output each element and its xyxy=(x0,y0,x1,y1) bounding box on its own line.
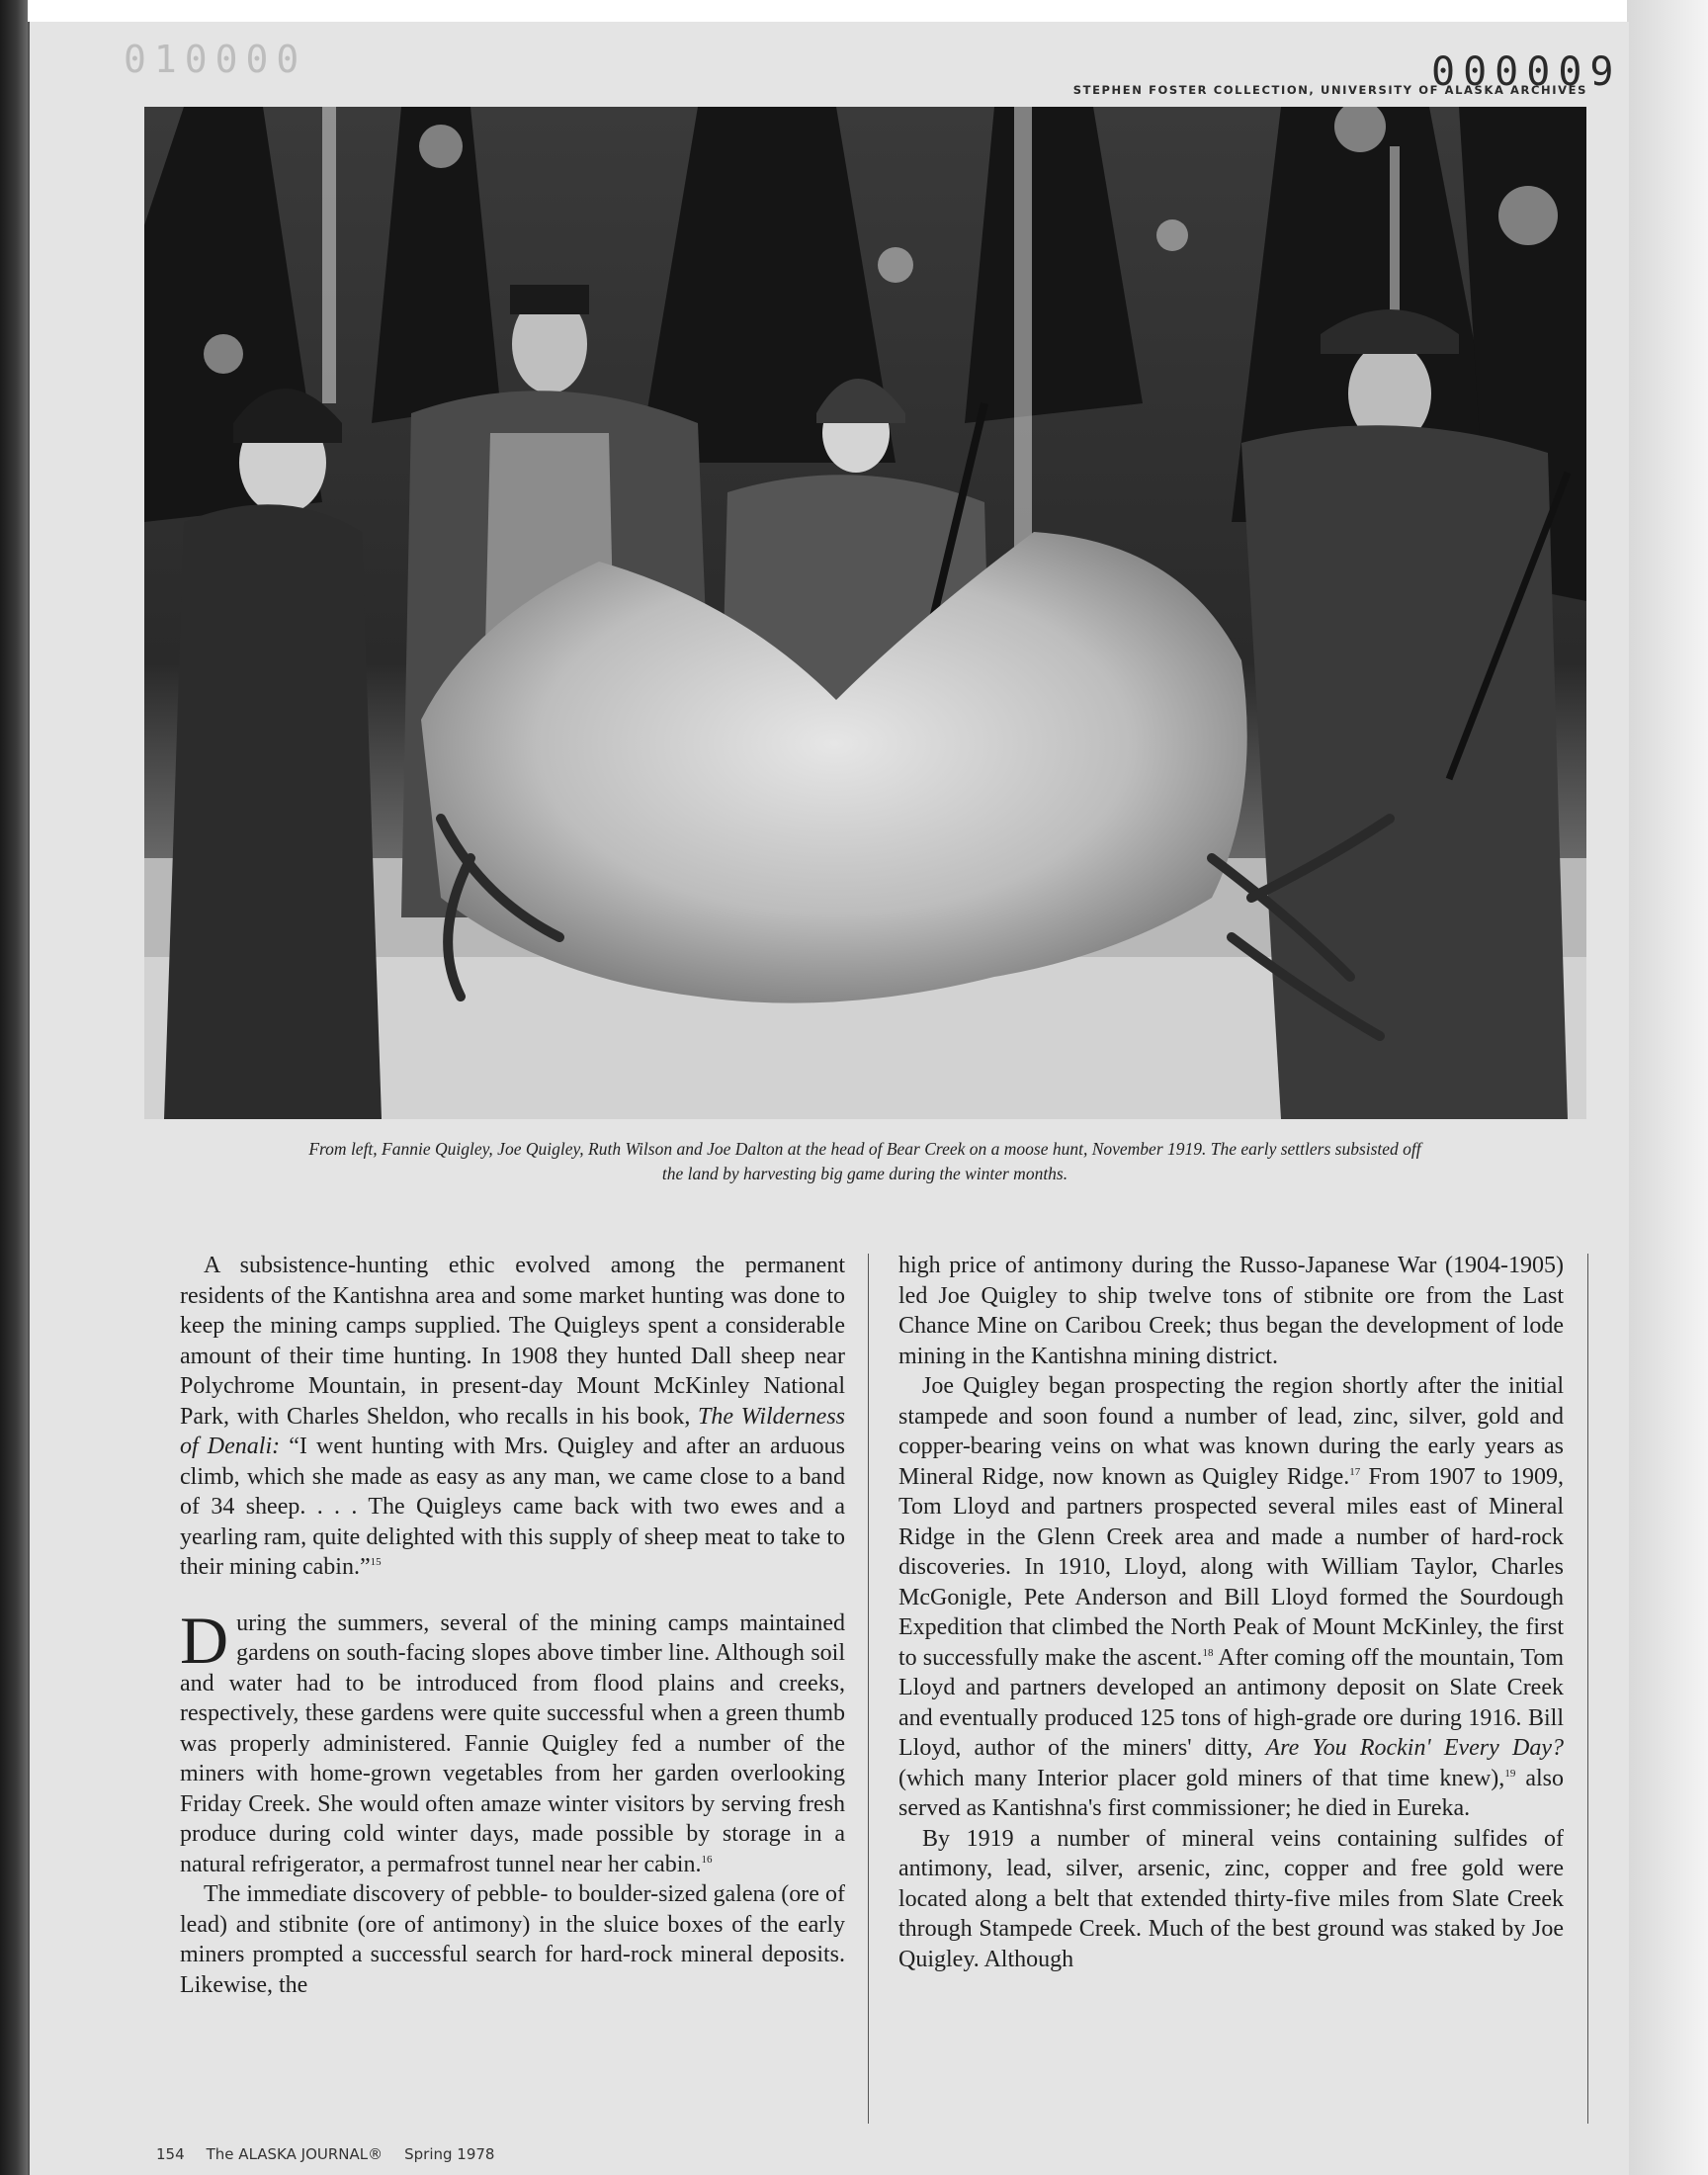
footnote-ref: 16 xyxy=(701,1853,713,1866)
paragraph: high price of antimony during the Russo-Japanese War (1904-1905) led Joe Quigley to ship twelve tons of stibnite ore from the Last Chance Mine on Caribou Creek; thus began the development of lode mining in the Kantishna mining district. xyxy=(898,1253,1564,1369)
photo-credit: STEPHEN FOSTER COLLECTION, UNIVERSITY OF ALASKA ARCHIVES xyxy=(1072,83,1587,97)
archive-stamp-left: 010000 xyxy=(124,38,307,81)
page-footer xyxy=(156,2145,516,2163)
footnote-ref: 17 xyxy=(1349,1465,1361,1478)
paragraph: By 1919 a number of mineral veins containing sulfides of antimony, lead, silver, arsenic, zinc, copper and free gold were located along a belt that extended thirty-five miles from Slate Creek through Stampede Creek. Much of the best ground was staked by Joe Quigley. Although xyxy=(898,1825,1564,1972)
article-column-left xyxy=(180,1251,845,2000)
article-column-right xyxy=(898,1251,1564,1974)
column-rule xyxy=(1587,1254,1588,2124)
drop-cap: D xyxy=(180,1602,229,1678)
historic-photograph xyxy=(144,107,1586,1119)
page-number: 154 xyxy=(156,2145,185,2163)
journal-name: The ALASKA JOURNAL® xyxy=(206,2145,384,2163)
photo-caption: From left, Fannie Quigley, Joe Quigley, Ruth Wilson and Joe Dalton at the head of Bear Creek on a moose hunt, November 1919. The early settlers subsisted off the land by harvesting big game during the winter months. xyxy=(308,1139,1421,1183)
book-title: The Wilderness of Denali: xyxy=(180,1403,845,1459)
paragraph: A subsistence-hunting ethic evolved among the permanent residents of the Kantishna area and some market hunting was done to keep the mining camps supplied. The Quigleys spent a considerable amount of their time hunting. In 1908 they hunted Dall sheep near Polychrome Mountain, in present-day Mount McKinley National Park, with Charles Sheldon, who recalls in his book, The Wilderness of Denali: “I went hunting with Mrs. Quigley and after an arduous climb, which she made as easy as any man, we came close to a band of 34 sheep. . . . The Quigleys came back with two ewes and a yearling ram, quite delighted with this supply of sheep meat to take to their mining cabin.”$^{15}$ xyxy=(180,1253,845,1580)
footnote-ref: 18 xyxy=(1202,1646,1214,1659)
song-title: Are You Rockin' Every Day? xyxy=(1265,1735,1564,1761)
scan-edge xyxy=(0,0,28,2175)
scan-margin xyxy=(1627,0,1708,2175)
archive-stamp-right: 000009 xyxy=(1431,49,1622,95)
paragraph: During the summers, several of the mining camps maintained gardens on south-facing slopes above timber line. Although soil and water had to be introduced from flood plains and creeks, respectively, these gardens were quite successful when a green thumb was properly administered. Fannie Quigley fed a number of the miners with home-grown vegetables from her garden overlooking Friday Creek. She would often amaze winter visitors by serving fresh produce during cold winter days, made possible by storage in a natural refrigerator, a permafrost tunnel near her cabin.$^{16}$ xyxy=(180,1602,845,1877)
paragraph: Joe Quigley began prospecting the region shortly after the initial stampede and soon found a number of lead, zinc, silver, gold and copper-bearing veins on what was known during the early years as Mineral Ridge, now known as Quigley Ridge.$^{17}$ From 1907 to 1909, Tom Lloyd and partners prospected several miles east of Mineral Ridge in the Glenn Creek area and made a number of hard-rock discoveries. In 1910, Lloyd, along with William Taylor, Charles McGonigle, Pete Anderson and Bill Lloyd formed the Sourdough Expedition that climbed the North Peak of Mount McKinley, the first to successfully make the ascent.$^{18}$ After coming off the mountain, Tom Lloyd and partners developed an antimony deposit on Slate Creek and eventually produced 125 tons of high-grade ore during 1916. Bill Lloyd, author of the miners' ditty, Are You Rockin' Every Day? (which many Interior placer gold miners of that time knew),$^{19}$ also served as Kantishna's first commissioner; he died in Eureka. xyxy=(898,1373,1565,1821)
footnote-ref: 19 xyxy=(1504,1767,1516,1780)
issue-date: Spring 1978 xyxy=(404,2145,495,2163)
paragraph: The immediate discovery of pebble- to boulder-sized galena (ore of lead) and stibnite (ore of antimony) in the sluice boxes of the early miners prompted a successful search for hard-rock mineral deposits. Likewise, the xyxy=(180,1881,845,1998)
column-rule xyxy=(868,1254,869,2124)
footnote-ref: 15 xyxy=(370,1556,382,1568)
